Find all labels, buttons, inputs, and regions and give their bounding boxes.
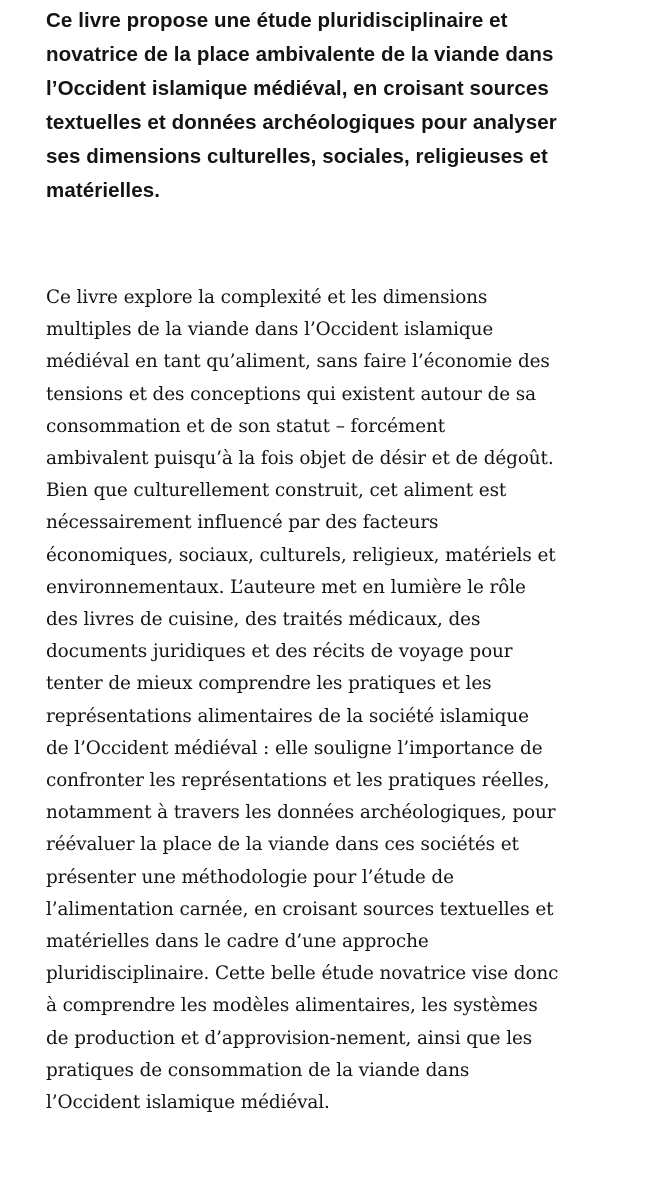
body-line: pratiques de consommation de la viande dans: [46, 1059, 470, 1081]
body-line: économiques, sociaux, culturels, religieux, matériels et: [46, 544, 556, 566]
body-line: environnementaux. L’auteure met en lumière le rôle: [46, 576, 526, 598]
lead-line: l’Occident islamique médiéval, en croisant sources: [46, 77, 549, 100]
body-line: notamment à travers les données archéologiques, pour: [46, 802, 556, 824]
body-line: nécessairement influencé par des facteurs: [46, 512, 439, 534]
lead-line: textuelles et données archéologiques pour analyser: [46, 111, 557, 134]
body-line: présenter une méthodologie pour l’étude de: [46, 866, 454, 888]
body-line: tenter de mieux comprendre les pratiques et les: [46, 673, 492, 695]
body-line: Ce livre explore la complexité et les dimensions: [46, 287, 488, 308]
body-line: confronter les représentations et les pratiques réelles,: [46, 770, 550, 792]
body-line: multiples de la viande dans l’Occident islamique: [46, 319, 494, 341]
lead-line: novatrice de la place ambivalente de la viande dans: [46, 43, 554, 66]
body-line: pluridisciplinaire. Cette belle étude novatrice vise donc: [46, 963, 559, 985]
body-paragraph: [46, 282, 646, 1119]
body-line: représentations alimentaires de la société islamique: [46, 705, 529, 727]
lead-line: ses dimensions culturelles, sociales, religieuses et: [46, 145, 548, 168]
body-line: tensions et des conceptions qui existent autour de sa: [46, 383, 536, 405]
body-line: de production et d’approvision-nement, ainsi que les: [46, 1027, 533, 1049]
body-line: l’alimentation carnée, en croisant sources textuelles et: [46, 898, 554, 920]
lead-line: Ce livre propose une étude pluridisciplinaire et: [46, 9, 508, 32]
body-line: à comprendre les modèles alimentaires, les systèmes: [46, 995, 538, 1017]
body-line: consommation et de son statut – forcément: [46, 415, 446, 437]
body-line: des livres de cuisine, des traités médicaux, des: [46, 609, 481, 631]
body-line: documents juridiques et des récits de voyage pour: [46, 641, 513, 663]
lead-line: matérielles.: [46, 179, 161, 202]
body-line: Bien que culturellement construit, cet aliment est: [46, 480, 507, 502]
body-line: réévaluer la place de la viande dans ces sociétés et: [46, 834, 519, 856]
lead-paragraph: [46, 0, 646, 208]
body-line: matérielles dans le cadre d’une approche: [46, 931, 429, 953]
body-line: l’Occident islamique médiéval.: [46, 1092, 330, 1114]
body-line: médiéval en tant qu’aliment, sans faire l’économie des: [46, 351, 550, 373]
book-description: [46, 0, 646, 1119]
body-line: de l’Occident médiéval : elle souligne l’importance de: [46, 737, 543, 759]
body-line: ambivalent puisqu’à la fois objet de désir et de dégoût.: [46, 448, 554, 470]
